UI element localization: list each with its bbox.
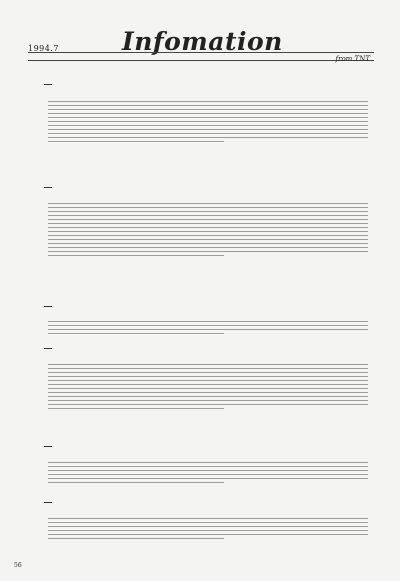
section-heading-2 [44, 187, 52, 188]
page-title: Infomation [122, 27, 283, 56]
section-heading-5 [44, 446, 52, 447]
issue-date: 1994.7 [28, 44, 59, 53]
page-number: 56 [14, 562, 22, 569]
section-body-1 [48, 98, 368, 145]
section-body-6 [48, 515, 368, 542]
section-heading-1 [44, 84, 52, 85]
header-rule-top [28, 52, 374, 53]
section-body-2 [48, 200, 368, 259]
section-heading-3 [44, 306, 52, 307]
header-rule-bottom [28, 60, 374, 61]
section-heading-4 [44, 348, 52, 349]
section-body-4 [48, 361, 368, 412]
from-credit: from TNT [335, 55, 370, 63]
section-heading-6 [44, 502, 52, 503]
section-body-3 [48, 318, 368, 337]
section-body-5 [48, 459, 368, 486]
